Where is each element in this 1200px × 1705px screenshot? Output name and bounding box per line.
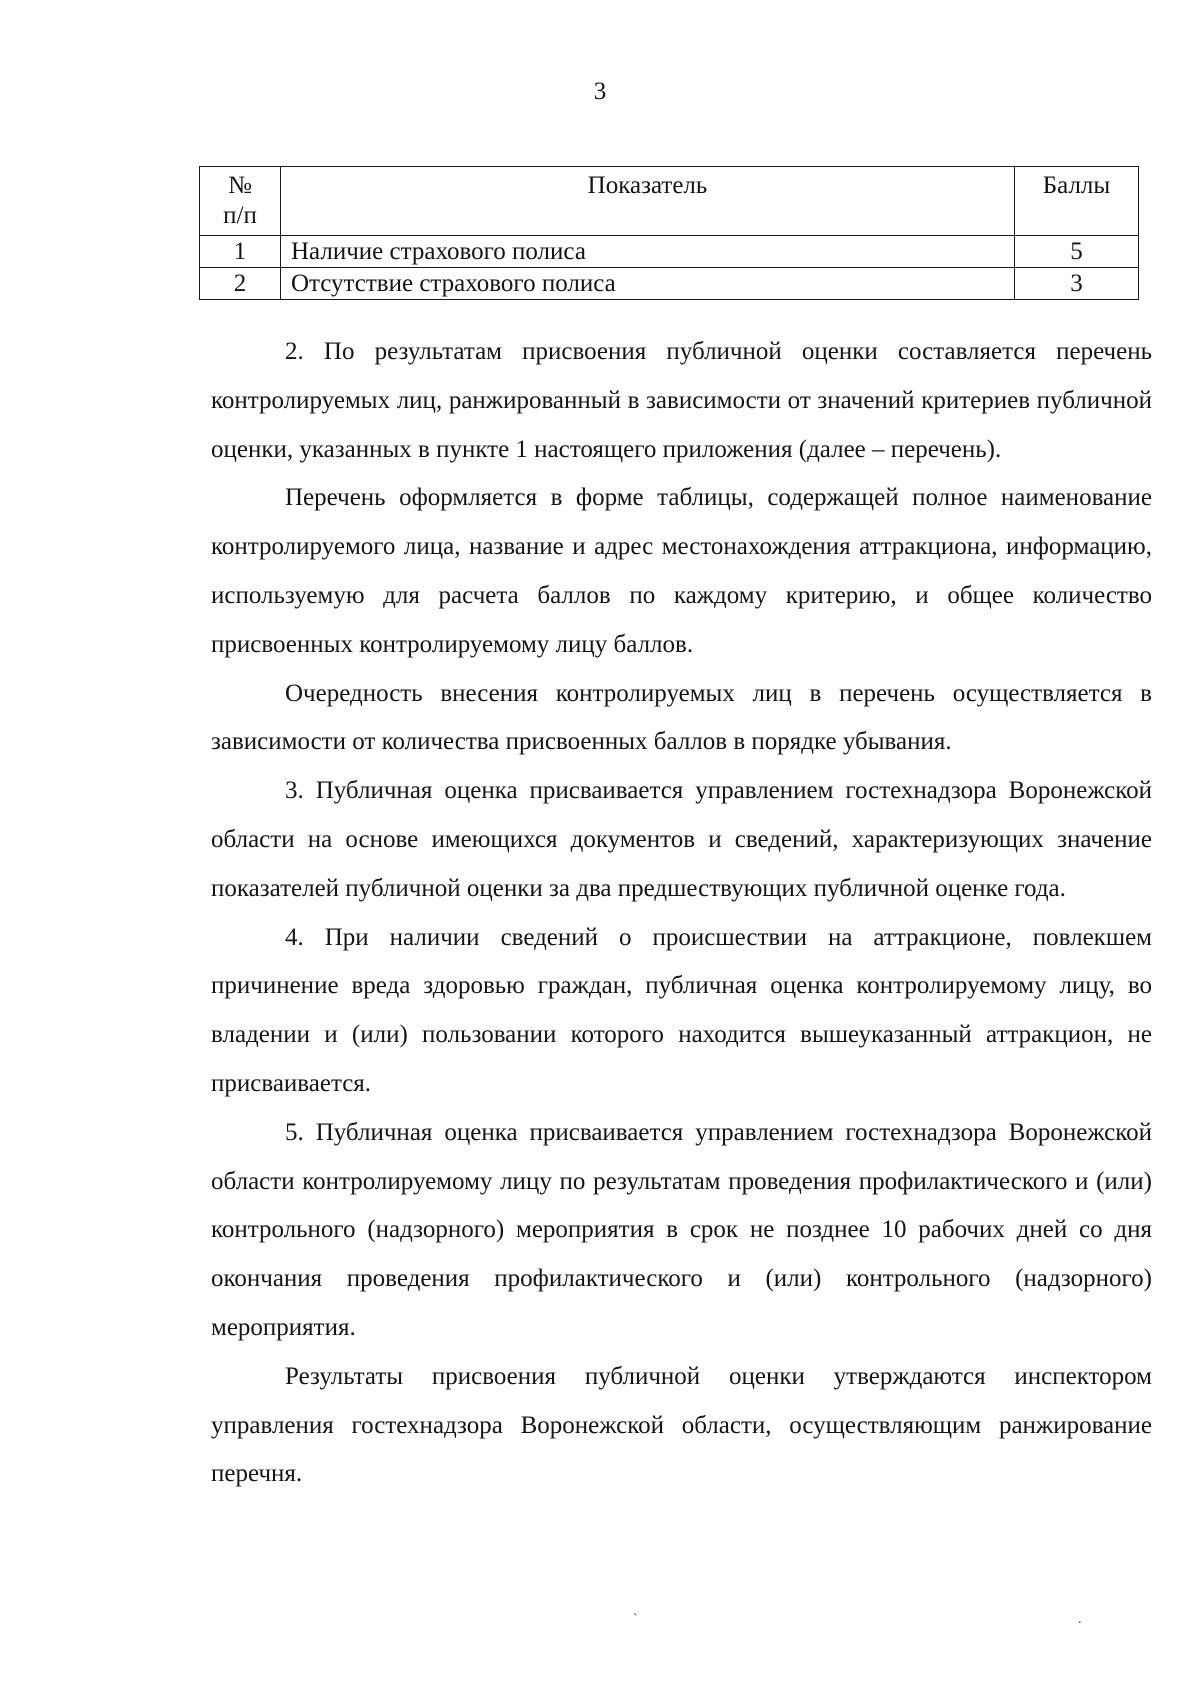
paragraph: 4. При наличии сведений о происшествии на аттракционе, повлекшем причинение вреда здоровью граждан, публичная оценка контролируемому лицу, во владении и (или) пользовании которого находится вышеуказанный аттракцион, не присваивается.	[211, 923, 1152, 1097]
row-indicator: Отсутствие страхового полиса	[281, 268, 1015, 300]
table-row	[200, 236, 1139, 268]
paragraph: Результаты присвоения публичной оценки утверждаются инспектором управления гостехнадзора Воронежской области, осуществляющим ранжирование перечня.	[211, 1362, 1152, 1488]
table-row	[200, 268, 1139, 300]
paragraph: 2. По результатам присвоения публичной оценки составляется перечень контролируемых лиц, ранжированный в зависимости от значений критериев публичной оценки, указанных в пункте 1 настоящего приложения (далее – перечень).	[211, 338, 1152, 463]
row-points: 3	[1015, 268, 1139, 300]
document-body	[211, 328, 1152, 1499]
row-indicator: Наличие страхового полиса	[281, 236, 1015, 268]
scan-speck: .	[1078, 1612, 1082, 1627]
paragraph: Перечень оформляется в форме таблицы, содержащей полное наименование контролируемого лица, название и адрес местонахождения аттракциона, информацию, используемую для расчета баллов по каждому критерию, и общее количество присвоенных контролируемому лицу баллов.	[211, 484, 1152, 658]
row-points: 5	[1015, 236, 1139, 268]
row-number: 1	[200, 236, 281, 268]
page-number: 3	[593, 78, 607, 105]
score-table	[199, 166, 1139, 300]
paragraph: Очередность внесения контролируемых лиц в перечень осуществляется в зависимости от количества присвоенных баллов в порядке убывания.	[211, 679, 1152, 756]
header-points: Баллы	[1015, 167, 1139, 236]
row-number: 2	[200, 268, 281, 300]
paragraph: 3. Публичная оценка присваивается управлением гостехнадзора Воронежской области на основе имеющихся документов и сведений, характеризующих значение показателей публичной оценки за два предшествующих публичной оценке года.	[211, 777, 1152, 902]
header-number: № п/п	[200, 167, 281, 236]
paragraph: 5. Публичная оценка присваивается управлением гостехнадзора Воронежской области контролируемому лицу по результатам проведения профилактического и (или) контрольного (надзорного) мероприятия в срок не позднее 10 рабочих дней со дня окончания проведения профилактического и (или) контрольного (надзорного) мероприятия.	[211, 1118, 1152, 1341]
scan-speck: `	[633, 1612, 638, 1627]
table-header-row	[200, 167, 1139, 236]
header-indicator: Показатель	[281, 167, 1015, 236]
